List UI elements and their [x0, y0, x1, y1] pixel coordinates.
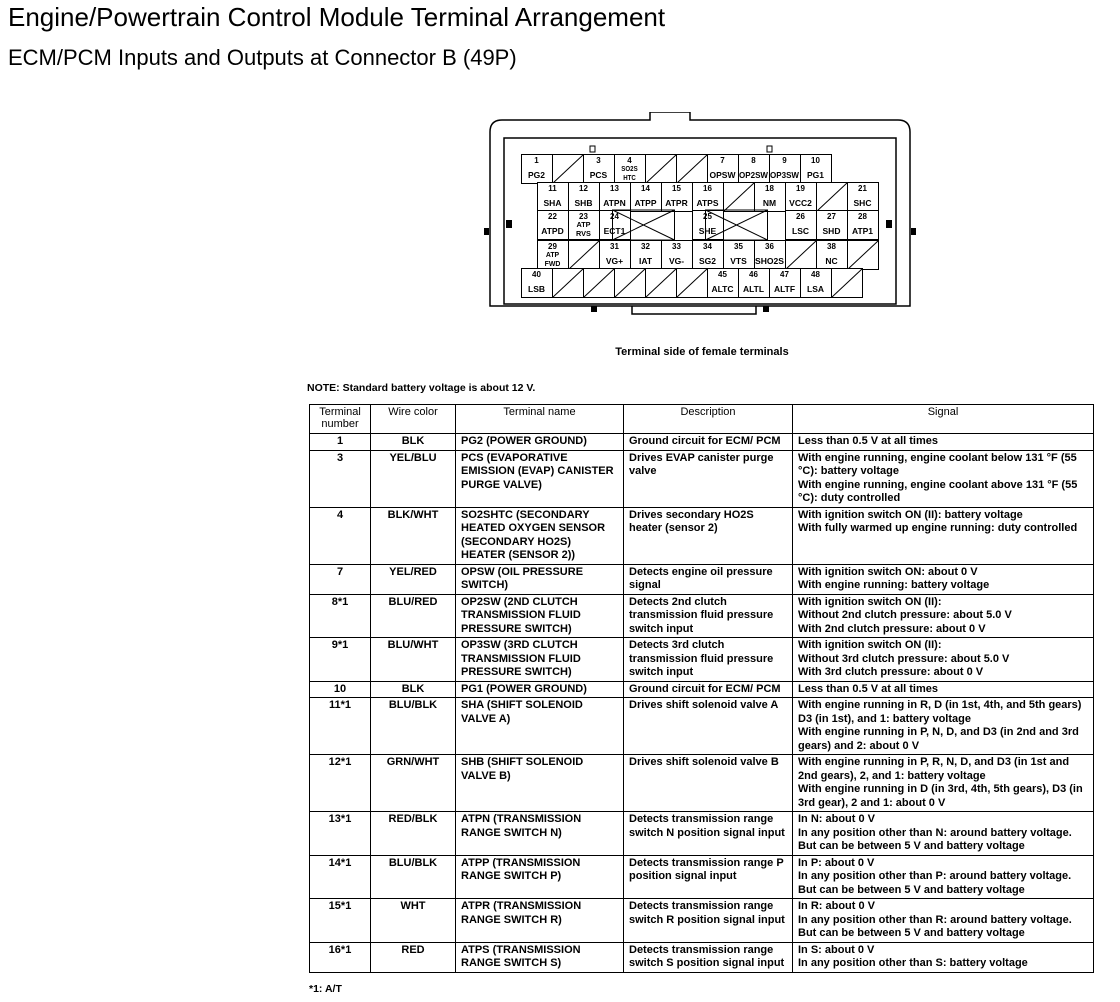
terminal-number: 26: [796, 212, 805, 221]
terminal-number: 48: [811, 270, 820, 279]
terminal-number: 11: [548, 184, 557, 193]
cell-signal: In R: about 0 V In any position other than R: around battery voltage. But can be between 5 V and battery voltage: [793, 899, 1094, 943]
connector-caption: Terminal side of female terminals: [615, 346, 789, 358]
connector-cell: [600, 211, 631, 240]
header-signal: Signal: [793, 405, 1094, 434]
terminal-number: 32: [641, 242, 650, 251]
cell-signal: With ignition switch ON (II): Without 2nd clutch pressure: about 5.0 V With 2nd clutch pressure: about 0 V: [793, 594, 1094, 638]
connector-cell-empty: [553, 155, 584, 184]
connector-cell: [786, 183, 817, 212]
terminal-number: 23: [579, 212, 588, 221]
cell-description: Detects 2nd clutch transmission fluid pressure switch input: [624, 594, 793, 638]
terminal-label: ECT1: [603, 226, 626, 236]
terminal-label: SHA: [543, 198, 562, 208]
table-header-row: [310, 405, 1094, 434]
cell-wire-color: BLK/WHT: [371, 507, 456, 564]
cell-wire-color: RED: [371, 942, 456, 972]
connector-cell: [538, 211, 569, 240]
connector-cell: [755, 183, 786, 212]
connector-cell: [848, 183, 879, 212]
connector-cell-empty: [615, 269, 646, 298]
terminal-label: ATP FWD: [544, 250, 562, 268]
terminal-label: SG2: [698, 256, 717, 266]
connector-cell-empty: [724, 183, 755, 212]
terminal-number: 8: [751, 156, 756, 165]
connector-cell: [770, 269, 801, 298]
cell-terminal-number: 11*1: [310, 698, 371, 755]
connector-cell: [662, 241, 693, 270]
table-row: [310, 698, 1094, 755]
connector-cell: [522, 269, 553, 298]
cell-signal: Less than 0.5 V at all times: [793, 681, 1094, 698]
cell-signal: With ignition switch ON (II): battery voltage With fully warmed up engine running: duty controlled: [793, 507, 1094, 564]
cell-terminal-number: 8*1: [310, 594, 371, 638]
terminal-label: SHE: [698, 226, 717, 236]
cell-description: Detects transmission range switch S position signal input: [624, 942, 793, 972]
cell-terminal-name: ATPS (TRANSMISSION RANGE SWITCH S): [456, 942, 624, 972]
cell-terminal-name: ATPN (TRANSMISSION RANGE SWITCH N): [456, 812, 624, 856]
cell-description: Detects transmission range P position signal input: [624, 855, 793, 899]
cell-terminal-name: SHB (SHIFT SOLENOID VALVE B): [456, 755, 624, 812]
cell-signal: With ignition switch ON (II): Without 3rd clutch pressure: about 5.0 V With 3rd clutch pressure: about 0 V: [793, 638, 1094, 682]
connector-cell: [848, 211, 879, 240]
terminal-number: 10: [811, 156, 820, 165]
terminal-label: SO2S HTC: [621, 164, 642, 182]
cell-wire-color: WHT: [371, 899, 456, 943]
connector-cell-empty: [569, 241, 600, 270]
page-title: Engine/Powertrain Control Module Terminal Arrangement: [8, 2, 666, 32]
terminal-number: 33: [672, 242, 681, 251]
cell-signal: With engine running, engine coolant below 131 °F (55 °C): battery voltage With engine running, engine coolant above 131 °F (55 °C): duty controlled: [793, 450, 1094, 507]
connector-cell: [693, 211, 724, 240]
connector-cell: [693, 241, 724, 270]
cell-description: Detects 3rd clutch transmission fluid pressure switch input: [624, 638, 793, 682]
connector-cell-empty: [832, 269, 863, 298]
terminal-number: 19: [796, 184, 805, 193]
cell-description: Drives shift solenoid valve B: [624, 755, 793, 812]
terminal-number: 18: [765, 184, 774, 193]
terminal-number: 45: [718, 270, 727, 279]
connector-cell: [708, 269, 739, 298]
cell-terminal-number: 16*1: [310, 942, 371, 972]
cell-signal: Less than 0.5 V at all times: [793, 434, 1094, 451]
terminal-label: OPSW: [709, 170, 736, 180]
cell-terminal-name: OPSW (OIL PRESSURE SWITCH): [456, 564, 624, 594]
cell-signal: With ignition switch ON: about 0 V With engine running: battery voltage: [793, 564, 1094, 594]
connector-cell: [801, 269, 832, 298]
page-subtitle: ECM/PCM Inputs and Outputs at Connector B (49P): [8, 45, 517, 70]
cell-terminal-name: SO2SHTC (SECONDARY HEATED OXYGEN SENSOR (SECONDARY HO2S) HEATER (SENSOR 2)): [456, 507, 624, 564]
terminal-number: 21: [858, 184, 867, 193]
cell-terminal-name: SHA (SHIFT SOLENOID VALVE A): [456, 698, 624, 755]
connector-cell: [569, 183, 600, 212]
cell-wire-color: BLU/BLK: [371, 698, 456, 755]
terminal-number: 31: [610, 242, 619, 251]
terminal-label: PCS: [589, 170, 608, 180]
cell-terminal-number: 1: [310, 434, 371, 451]
terminal-number: 22: [548, 212, 557, 221]
table-row: [310, 450, 1094, 507]
connector-cell: [693, 183, 724, 212]
connector-cell: [755, 241, 786, 270]
terminal-label: IAT: [638, 256, 653, 266]
terminal-label: SHO2S: [755, 256, 785, 266]
connector-cell-empty: [817, 183, 848, 212]
connector-cell: [739, 155, 770, 184]
connector-cell: [631, 183, 662, 212]
terminal-label: PG2: [527, 170, 546, 180]
connector-cell: [786, 211, 817, 240]
terminal-label: ATPN: [603, 198, 626, 208]
connector-cell: [538, 183, 569, 212]
table-row: [310, 564, 1094, 594]
connector-cell: [801, 155, 832, 184]
header-terminal-number: Terminal number: [310, 405, 371, 434]
connector-cell-empty: [553, 269, 584, 298]
table-row: [310, 942, 1094, 972]
note-text: NOTE: Standard battery voltage is about 12 V.: [307, 382, 536, 394]
table-row: [310, 812, 1094, 856]
connector-cell: [600, 241, 631, 270]
terminal-number: 34: [703, 242, 712, 251]
connector-cell-empty: [584, 269, 615, 298]
terminal-number: 28: [858, 212, 867, 221]
cell-signal: With engine running in P, R, N, D, and D3 (in 1st and 2nd gears), 2, and 1: battery voltage With engine running in D (in 3rd, 4th, 5th gears), D3 (in 3rd gear), 2 and 1: about 0 V: [793, 755, 1094, 812]
cell-terminal-number: 3: [310, 450, 371, 507]
cell-terminal-name: OP3SW (3RD CLUTCH TRANSMISSION FLUID PRESSURE SWITCH): [456, 638, 624, 682]
cell-wire-color: BLK: [371, 434, 456, 451]
terminal-number: 25: [703, 212, 712, 221]
terminal-number: 16: [703, 184, 712, 193]
connector-cell: [600, 183, 631, 212]
cell-terminal-number: 10: [310, 681, 371, 698]
connector-cells: [522, 155, 879, 298]
terminal-label: OP3SW: [770, 170, 800, 180]
connector-cell: [724, 241, 755, 270]
connector-cell-empty: [848, 241, 879, 270]
connector-cell: [708, 155, 739, 184]
cell-wire-color: RED/BLK: [371, 812, 456, 856]
terminal-number: 27: [827, 212, 836, 221]
terminal-label: NC: [825, 256, 838, 266]
cell-signal: In P: about 0 V In any position other than P: around battery voltage. But can be between 5 V and battery voltage: [793, 855, 1094, 899]
terminal-label: VG-: [668, 256, 685, 266]
footnote: *1: A/T: [309, 983, 342, 995]
table-row: [310, 755, 1094, 812]
cell-wire-color: GRN/WHT: [371, 755, 456, 812]
terminal-label: ATPD: [541, 226, 564, 236]
terminal-label: ATPR: [665, 198, 688, 208]
terminal-label: LSB: [528, 284, 545, 294]
connector-cell: [739, 269, 770, 298]
connector-cell: [770, 155, 801, 184]
terminal-table: [309, 404, 1094, 973]
header-terminal-name: Terminal name: [456, 405, 624, 434]
cell-description: Drives EVAP canister purge valve: [624, 450, 793, 507]
terminal-number: 29: [548, 242, 557, 251]
terminal-number: 24: [610, 212, 619, 221]
cell-description: Detects transmission range switch R position signal input: [624, 899, 793, 943]
cell-wire-color: BLU/BLK: [371, 855, 456, 899]
table-row: [310, 899, 1094, 943]
terminal-number: 15: [672, 184, 681, 193]
cell-wire-color: YEL/BLU: [371, 450, 456, 507]
terminal-number: 40: [532, 270, 541, 279]
cell-description: Ground circuit for ECM/ PCM: [624, 681, 793, 698]
terminal-label: VCC2: [789, 198, 812, 208]
header-description: Description: [624, 405, 793, 434]
cell-terminal-number: 12*1: [310, 755, 371, 812]
terminal-label: PG1: [806, 170, 825, 180]
terminal-label: ATPS: [696, 198, 719, 208]
connector-cell: [631, 241, 662, 270]
terminal-label: ALTC: [711, 284, 734, 294]
table-row: [310, 681, 1094, 698]
cell-description: Detects transmission range switch N position signal input: [624, 812, 793, 856]
connector-cell: [662, 183, 693, 212]
terminal-number: 1: [534, 156, 539, 165]
terminal-number: 46: [749, 270, 758, 279]
table-row: [310, 855, 1094, 899]
terminal-label: SHC: [853, 198, 872, 208]
cell-description: Drives secondary HO2S heater (sensor 2): [624, 507, 793, 564]
terminal-number: 3: [596, 156, 601, 165]
cell-signal: With engine running in R, D (in 1st, 4th, and 5th gears) D3 (in 1st), and 1: battery voltage With engine running in P, N, D, and D3 (in 2nd and 3rd gears) and 2: about 0 V: [793, 698, 1094, 755]
header-wire-color: Wire color: [371, 405, 456, 434]
cell-terminal-number: 7: [310, 564, 371, 594]
cell-signal: In S: about 0 V In any position other than S: battery voltage: [793, 942, 1094, 972]
cell-terminal-name: PG1 (POWER GROUND): [456, 681, 624, 698]
terminal-number: 13: [610, 184, 619, 193]
terminal-label: OP2SW: [739, 170, 769, 180]
terminal-number: 7: [720, 156, 725, 165]
connector-cell-empty: [646, 155, 677, 184]
terminal-number: 9: [782, 156, 787, 165]
table-row: [310, 638, 1094, 682]
terminal-number: 14: [641, 184, 650, 193]
table-row: [310, 434, 1094, 451]
terminal-label: LSA: [807, 284, 824, 294]
cell-signal: In N: about 0 V In any position other than N: around battery voltage. But can be between 5 V and battery voltage: [793, 812, 1094, 856]
terminal-number: 36: [765, 242, 774, 251]
cell-wire-color: BLK: [371, 681, 456, 698]
cell-description: Detects engine oil pressure signal: [624, 564, 793, 594]
cell-terminal-number: 14*1: [310, 855, 371, 899]
connector-pins: [590, 146, 772, 152]
terminal-label: LSC: [792, 226, 809, 236]
cell-wire-color: YEL/RED: [371, 564, 456, 594]
terminal-label: NM: [762, 198, 777, 208]
terminal-number: 38: [827, 242, 836, 251]
connector-diagram: [484, 112, 916, 318]
cell-terminal-name: PG2 (POWER GROUND): [456, 434, 624, 451]
connector-cell-empty: [646, 269, 677, 298]
cell-description: Ground circuit for ECM/ PCM: [624, 434, 793, 451]
cell-terminal-name: ATPP (TRANSMISSION RANGE SWITCH P): [456, 855, 624, 899]
terminal-number: 12: [579, 184, 588, 193]
connector-cell: [615, 155, 646, 184]
cell-terminal-name: OP2SW (2ND CLUTCH TRANSMISSION FLUID PRESSURE SWITCH): [456, 594, 624, 638]
terminal-label: ALTF: [773, 284, 796, 294]
cell-wire-color: BLU/WHT: [371, 638, 456, 682]
connector-cell: [817, 241, 848, 270]
terminal-label: ATP RVS: [576, 220, 592, 238]
terminal-label: ATPP: [634, 198, 657, 208]
connector-cell: [538, 241, 569, 270]
table-row: [310, 594, 1094, 638]
blocked-region-x: [613, 210, 768, 240]
cell-terminal-number: 13*1: [310, 812, 371, 856]
terminal-label: VTS: [730, 256, 747, 266]
cell-wire-color: BLU/RED: [371, 594, 456, 638]
cell-terminal-name: ATPR (TRANSMISSION RANGE SWITCH R): [456, 899, 624, 943]
terminal-number: 4: [627, 156, 632, 165]
connector-cell: [817, 211, 848, 240]
connector-cell: [584, 155, 615, 184]
table-row: [310, 507, 1094, 564]
cell-terminal-name: PCS (EVAPORATIVE EMISSION (EVAP) CANISTER PURGE VALVE): [456, 450, 624, 507]
terminal-number: 35: [734, 242, 743, 251]
terminal-label: SHD: [822, 226, 841, 236]
cell-terminal-number: 15*1: [310, 899, 371, 943]
connector-cell-empty: [677, 269, 708, 298]
cell-terminal-number: 9*1: [310, 638, 371, 682]
connector-cell: [569, 211, 600, 240]
terminal-label: VG+: [605, 256, 624, 266]
connector-cell-empty: [786, 241, 817, 270]
connector-cell-empty: [677, 155, 708, 184]
terminal-label: ALTL: [742, 284, 765, 294]
connector-cell: [522, 155, 553, 184]
terminal-label: SHB: [574, 198, 593, 208]
terminal-label: ATP1: [851, 226, 874, 236]
terminal-number: 47: [780, 270, 789, 279]
cell-terminal-number: 4: [310, 507, 371, 564]
cell-description: Drives shift solenoid valve A: [624, 698, 793, 755]
